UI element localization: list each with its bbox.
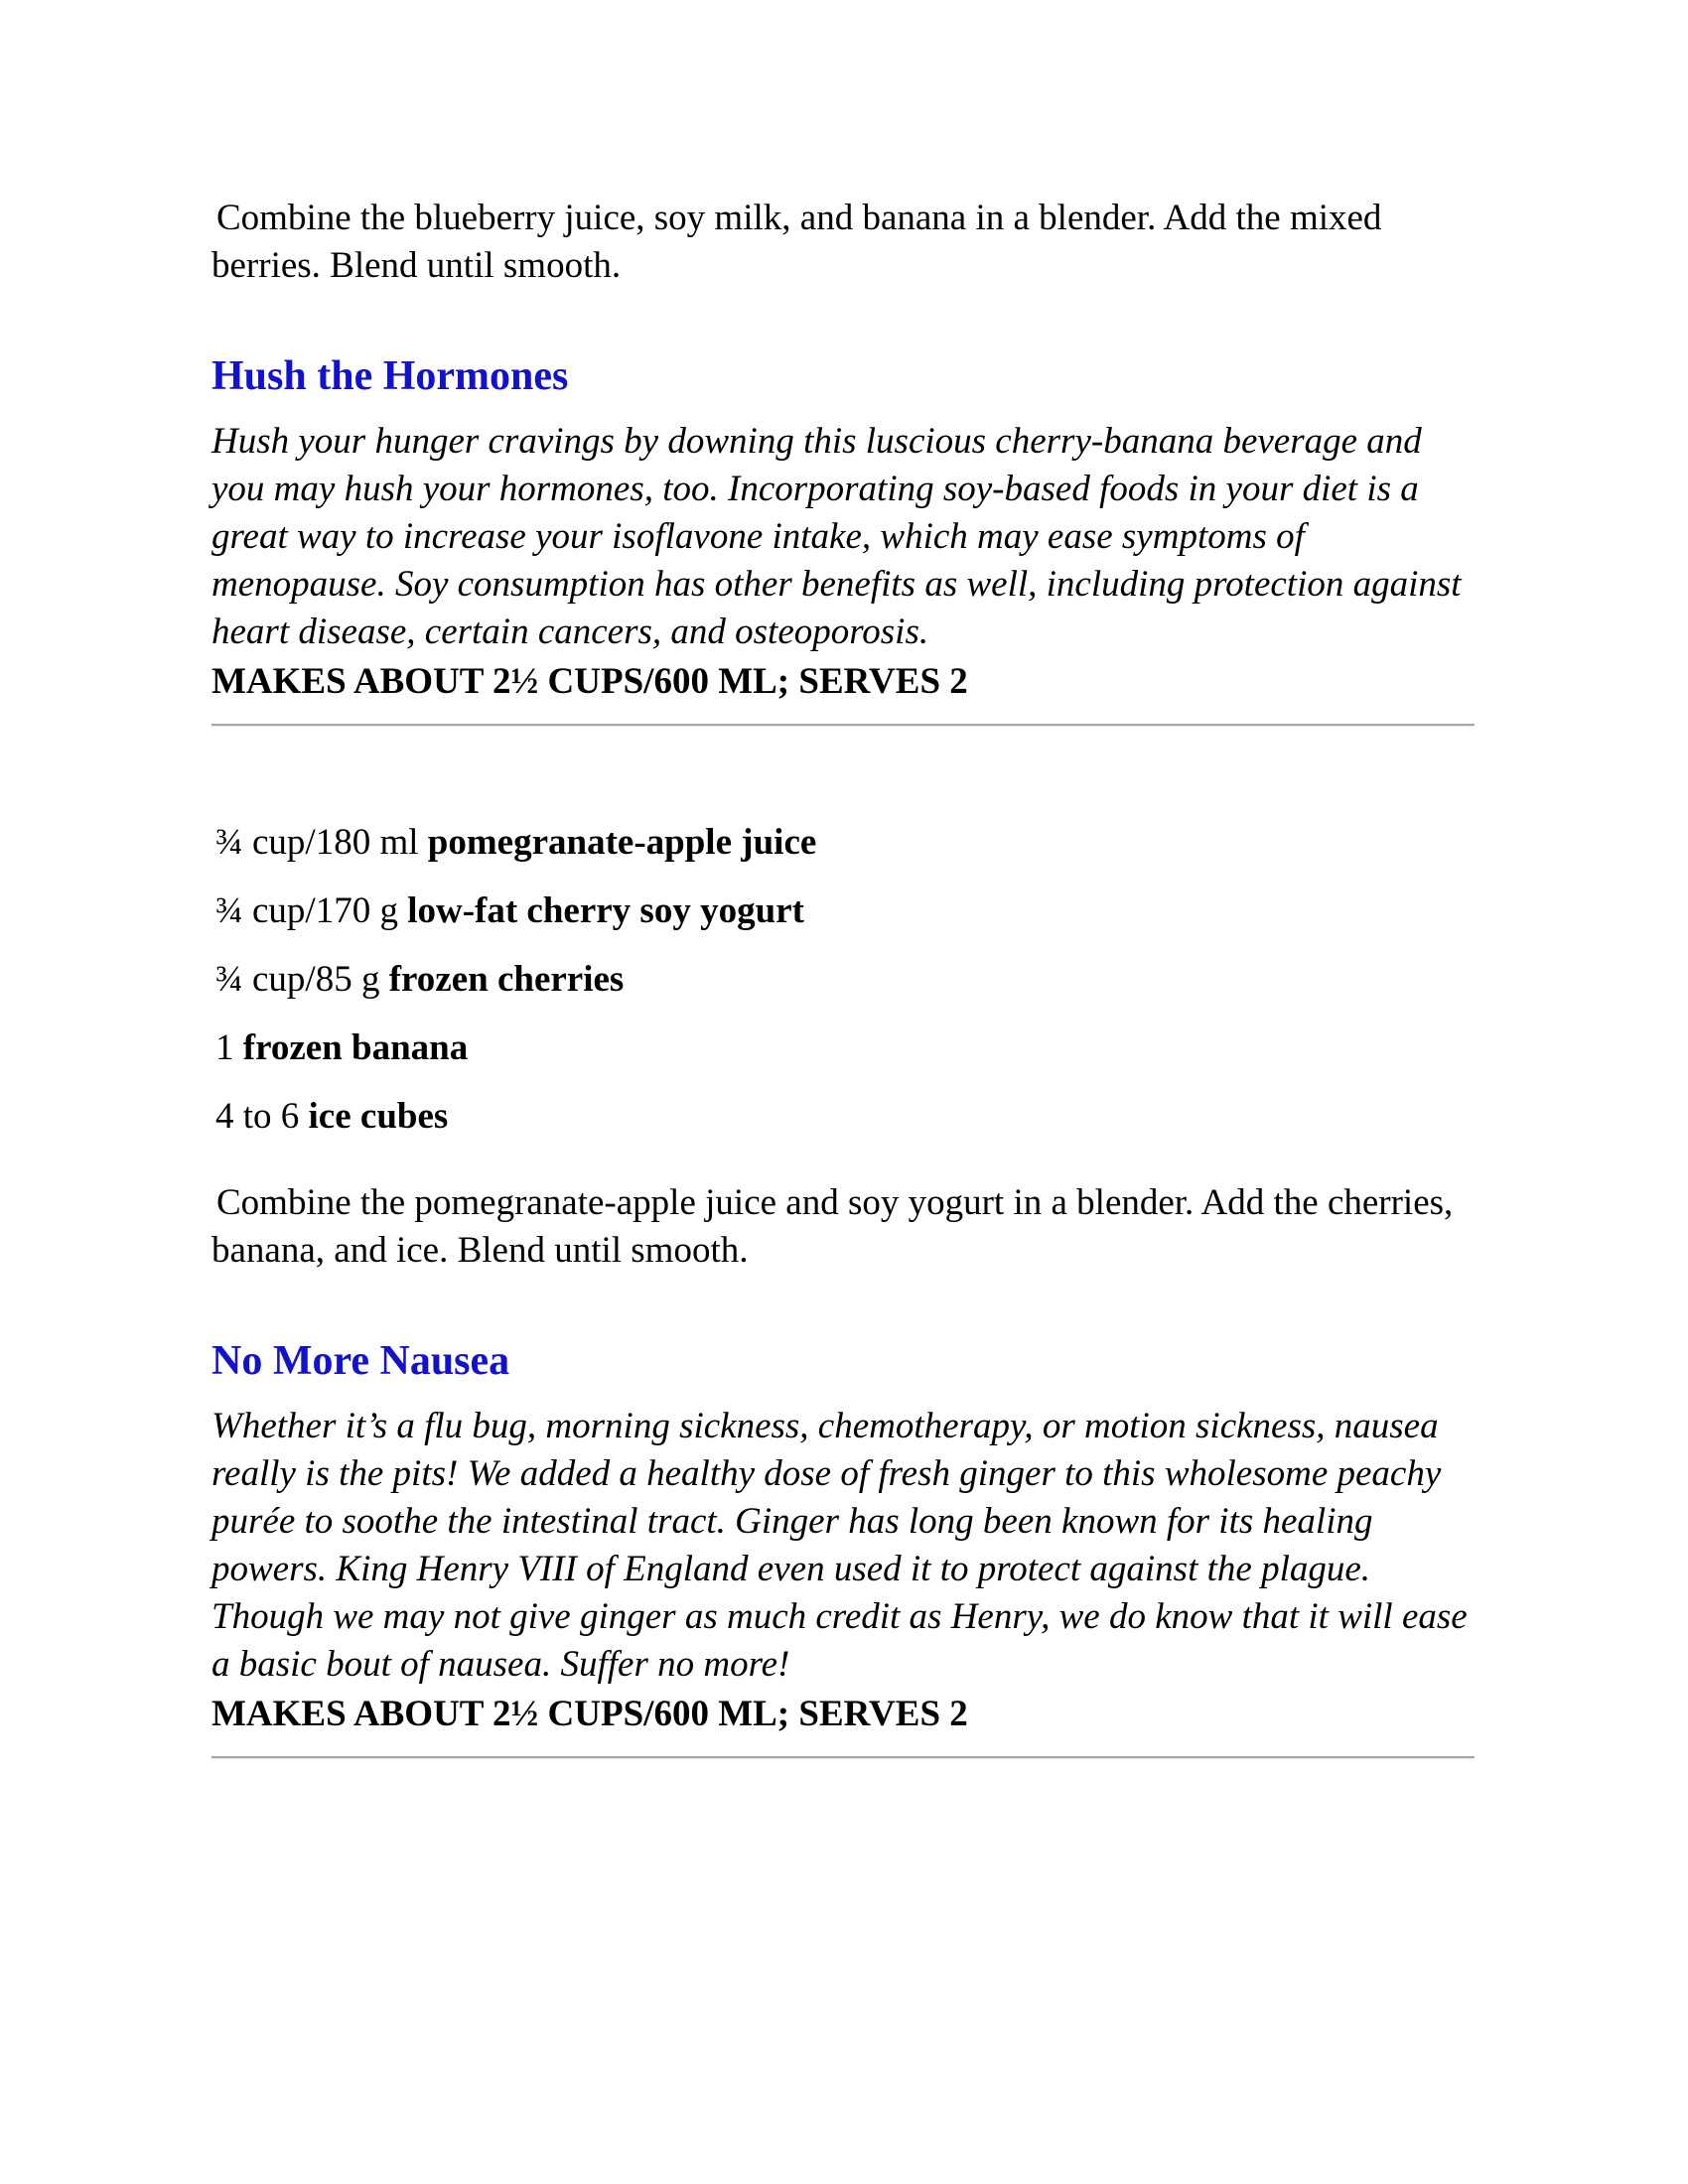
document-page [211,195,1482,1759]
ingredient-item [211,1024,1482,1093]
ingredient-name: frozen banana [242,1027,469,1068]
ingredient-amount: ¾ cup/170 g [215,890,398,931]
ingredient-item [211,819,1482,887]
ingredient-item [211,1093,1482,1161]
ingredient-name: frozen cherries [388,959,625,1000]
ingredient-item [211,956,1482,1024]
section-divider [211,1756,1475,1759]
ingredient-amount: 4 to 6 [215,1096,300,1137]
ingredient-name: ice cubes [308,1096,449,1137]
recipe-yield-hush-the-hormones: MAKES ABOUT 2½ CUPS/600 ML; SERVES 2 [211,661,968,702]
ingredient-amount: ¾ cup/85 g [215,959,380,1000]
recipe-method-hush-the-hormones: Combine the pomegranate-apple juice and soy yogurt in a blender. Add the cherries, banana, and ice. Blend until smooth. [211,1182,1454,1271]
recipe-intro-no-more-nausea: Whether it’s a flu bug, morning sickness, chemotherapy, or motion sickness, nausea really is the pits! We added a healthy dose of fresh ginger to this wholesome peachy purée to soothe the intestinal tract. Ginger has long been known for its healing powers. King Henry VIII of England even used it to protect against the plague. Though we may not give ginger as much credit as Henry, we do know that it will ease a basic bout of nausea. Suffer no more! [211,1406,1468,1685]
ingredient-name: low-fat cherry soy yogurt [407,890,804,931]
recipe-title-hush-the-hormones: Hush the Hormones [211,353,569,399]
recipe-method-blueberry: Combine the blueberry juice, soy milk, and banana in a blender. Add the mixed berries. Blend until smooth. [211,198,1382,286]
ingredient-amount: ¾ cup/180 ml [215,822,419,863]
ingredient-amount: 1 [215,1027,234,1068]
ingredient-name: pomegranate-apple juice [427,822,817,863]
recipe-intro-hush-the-hormones: Hush your hunger cravings by downing this luscious cherry-banana beverage and you may hush your hormones, too. Incorporating soy-based foods in your diet is a great way to increase your isoflavone intake, which may ease symptoms of menopause. Soy consumption has other benefits as well, including protection against heart disease, certain cancers, and osteoporosis. [211,421,1462,652]
recipe-title-no-more-nausea: No More Nausea [211,1338,510,1384]
ingredient-list [211,819,1482,1161]
ingredient-item [211,887,1482,956]
recipe-yield-no-more-nausea: MAKES ABOUT 2½ CUPS/600 ML; SERVES 2 [211,1694,968,1734]
